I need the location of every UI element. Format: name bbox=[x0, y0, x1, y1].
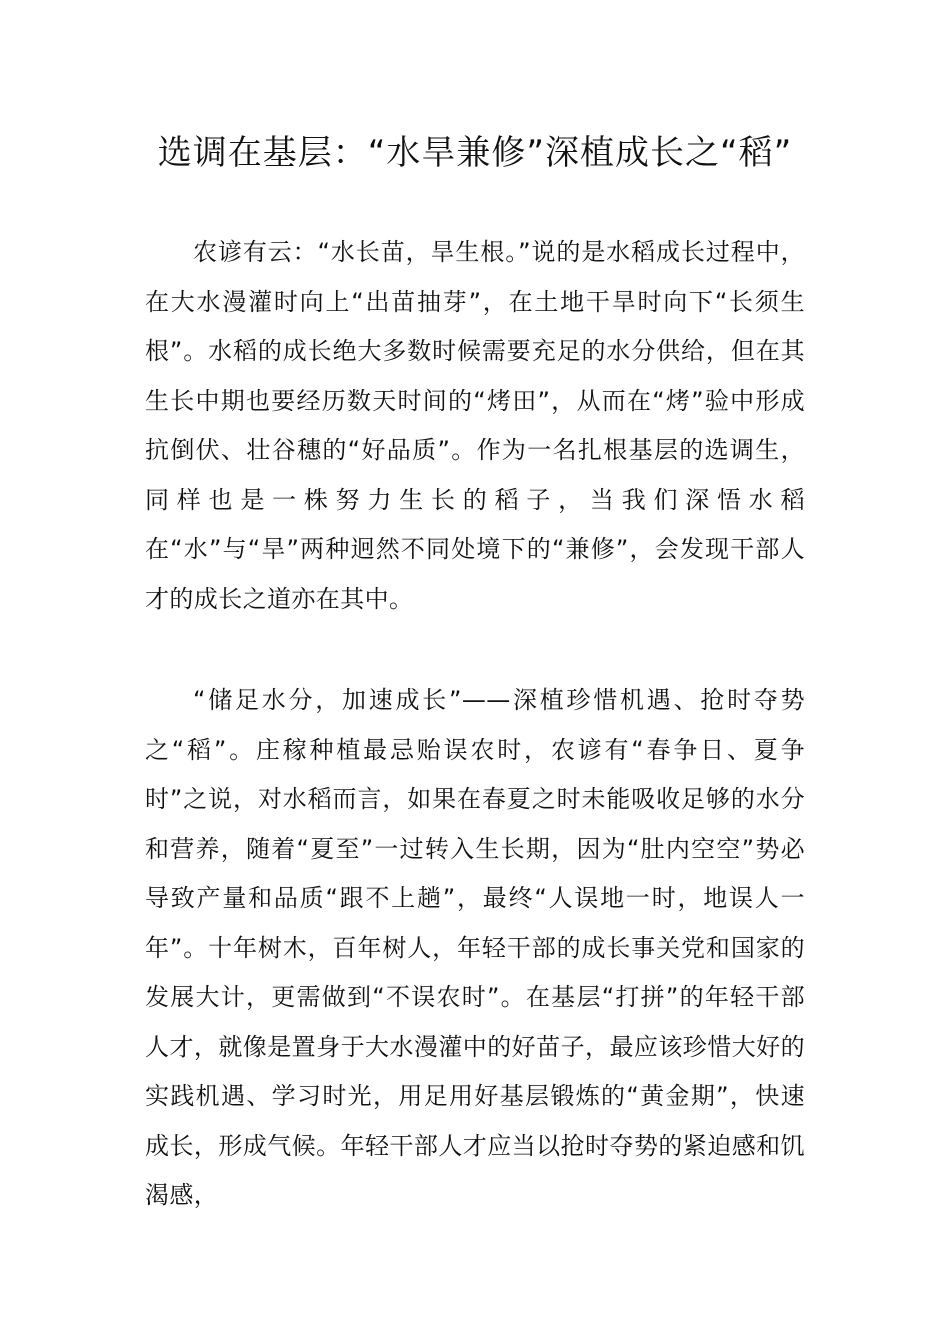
document-title: 选调在基层：“水旱兼修”深植成长之“稻” bbox=[157, 133, 793, 173]
paragraph-intro: 农谚有云：“水长苗，旱生根。”说的是水稻成长过程中，在大水漫灌时向上“出苗抽芽”，在土地干旱时向下“长须生根”。水稻的成长绝大多数时候需要充足的水分供给，但在其生长中期也要经历数天时间的“烤田”，从而在“烤”验中形成抗倒伏、壮谷穗的“好品质”。作为一名扎根基层的选调生，同样也是一株努力生长的稻子，当我们深悟水稻在“水”与“旱”两种迥然不同处境下的“兼修”，会发现干部人才的成长之道亦在其中。 bbox=[145, 238, 805, 613]
paragraph-section-1: “储足水分，加速成长”——深植珍惜机遇、抢时夺势之“稻”。庄稼种植最忌贻误农时，农谚有“春争日、夏争时”之说，对水稻而言，如果在春夏之时未能吸收足够的水分和营养，随着“夏至”一过转入生长期，因为“肚内空空”势必导致产量和品质“跟不上趟”，最终“人误地一时，地误人一年”。十年树木，百年树人，年轻干部的成长事关党和国家的发展大计，更需做到“不误农时”。在基层“打拼”的年轻干部人才，就像是置身于大水漫灌中的好苗子，最应该珍惜大好的实践机遇、学习时光，用足用好基层锻炼的“黄金期”，快速成长，形成气候。年轻干部人才应当以抢时夺势的紧迫感和饥渴感， bbox=[145, 686, 805, 1209]
